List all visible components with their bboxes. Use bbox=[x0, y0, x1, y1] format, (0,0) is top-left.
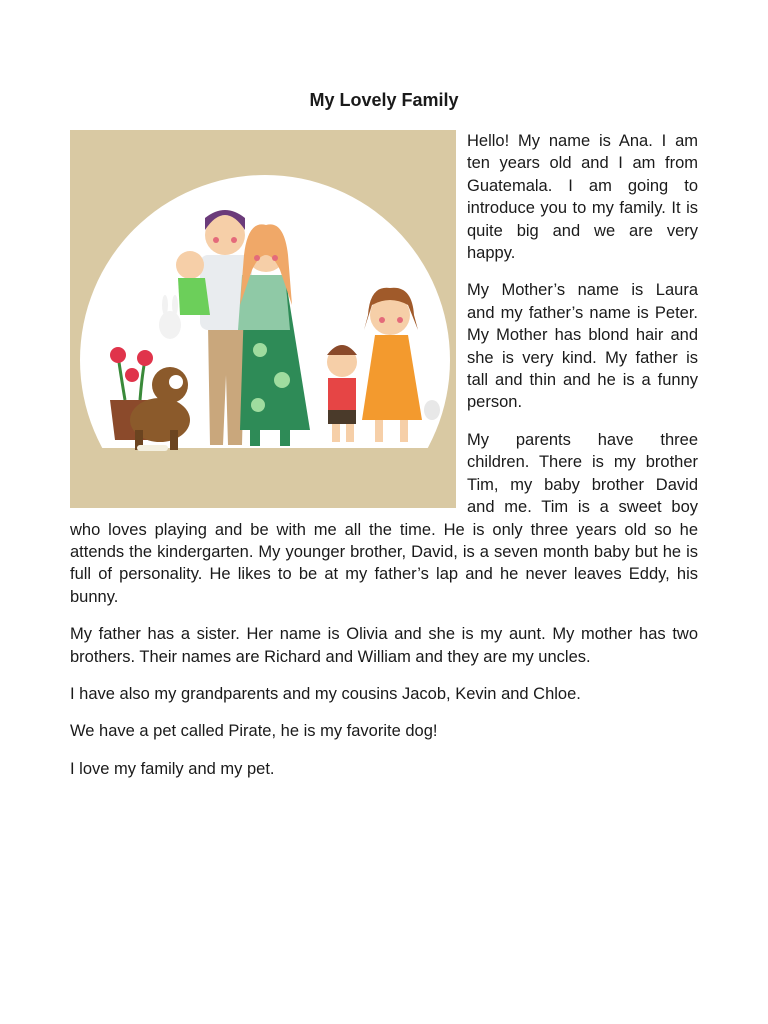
page-title: My Lovely Family bbox=[309, 90, 459, 110]
family-illustration bbox=[70, 130, 456, 508]
document-body bbox=[70, 130, 698, 795]
paragraph: I love my family and my pet. bbox=[70, 759, 275, 778]
family-illustration-icon bbox=[70, 130, 456, 508]
paragraph: Hello! My name is Ana. I am ten years old and I am from Guatemala. I am going to introduce you to my family. It is quite big and we are very happy. bbox=[467, 132, 698, 263]
paragraph: My father has a sister. Her name is Olivia and she is my aunt. My mother has two brothers. Their names are Richard and William and they are my uncles. bbox=[70, 625, 698, 666]
paragraph: I have also my grandparents and my cousins Jacob, Kevin and Chloe. bbox=[70, 684, 581, 703]
paragraph: My Mother’s name is Laura and my father’s name is Peter. My Mother has blond hair and she is very kind. My father is tall and thin and he is a funny person. bbox=[467, 281, 698, 412]
paragraph: We have a pet called Pirate, he is my favorite dog! bbox=[70, 722, 438, 741]
paragraph: My parents have three children. There is my brother Tim, my baby brother David and me. Tim is a sweet boy who loves playing and be with me all the time. He is only three years old so he attends the kindergarten. My younger brother, David, is a seven month baby but he is full of personality. He likes to be at my father’s lap and he never leaves Eddy, his bunny. bbox=[70, 430, 698, 606]
